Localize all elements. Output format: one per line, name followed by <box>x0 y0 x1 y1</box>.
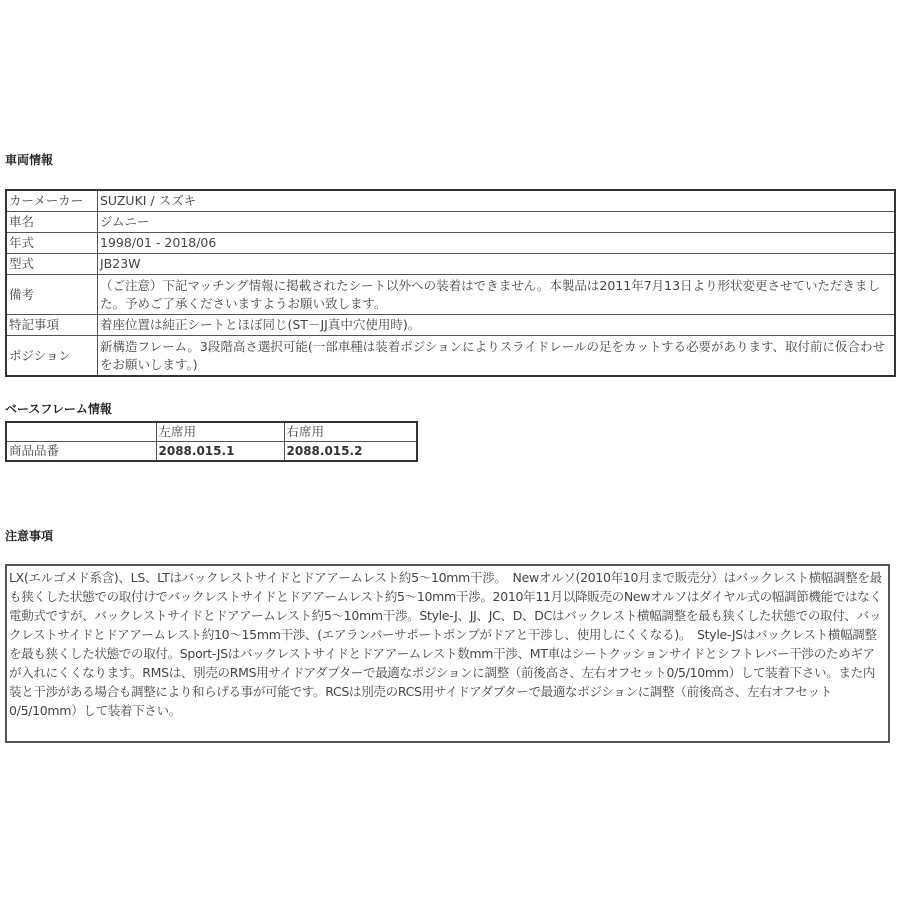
remarks-label: 備考 <box>6 275 98 315</box>
vehicle-info-heading: 車両情報 <box>5 153 54 167</box>
table-header-row <box>6 422 417 442</box>
year-value: 1998/01 - 2018/06 <box>98 233 896 254</box>
model-code-label: 型式 <box>6 254 98 275</box>
table-row <box>6 190 895 212</box>
car-name-label: 車名 <box>6 212 98 233</box>
notes-heading: 注意事項 <box>5 529 54 543</box>
model-code-value: JB23W <box>98 254 896 275</box>
table-row <box>6 254 895 275</box>
base-frame-heading: ベースフレーム情報 <box>5 402 112 416</box>
special-notes-label: 特記事項 <box>6 315 98 336</box>
car-name-value: ジムニー <box>98 212 896 233</box>
special-notes-value: 着座位置は純正シートとほぼ同じ(ST－JJ真中穴使用時)。 <box>98 315 896 336</box>
left-seat-header: 左席用 <box>156 422 284 442</box>
part-number-label: 商品品番 <box>6 442 156 462</box>
vehicle-info-table <box>5 189 896 377</box>
table-row <box>6 275 895 315</box>
table-row <box>6 315 895 336</box>
right-seat-header: 右席用 <box>284 422 417 442</box>
car-maker-label: カーメーカー <box>6 190 98 212</box>
right-part-number: 2088.015.2 <box>284 442 417 462</box>
table-row <box>6 212 895 233</box>
header-empty-cell <box>6 422 156 442</box>
car-maker-value: SUZUKI / スズキ <box>98 190 896 212</box>
position-label: ポジション <box>6 336 98 377</box>
remarks-value: （ご注意）下記マッチング情報に掲載されたシート以外への装着はできません。本製品は2011年7月13日より形状変更させていただきました。予めご了承くださいますようお願い致します。 <box>98 275 896 315</box>
notes-text: LX(エルゴメド系含)、LS、LTはバックレストサイドとドアアームレスト約5～10mm干渉。 Newオルソ(2010年10月まで販売分）はバックレスト横幅調整を最も狭くした状態での取付けでバックレストサイドとドアアームレスト約5～10mm干渉。2010年11月以降販売のNewオルソはダイヤル式の幅調節機能ではなく電動式ですが、バックレストサイドとドアアームレスト約5～10mm干渉。Style-J、JJ、JC、D、DCはバックレスト横幅調整を最も狭くした状態での取付、バックレストサイドとドアアームレスト約10～15mm干渉、(エアランバーサポートポンプがドアと干渉し、使用しにくくなる)。 Style-JSはバックレスト横幅調整を最も狭くした状態での取付。Sport-JSはバックレストサイドとドアアームレスト数mm干渉、MT車はシートクッションサイドとシフトレバー干渉のためギアが入れにくくなります。RMSは、別売のRMS用サイドアダプターで最適なポジションに調整（前後高さ、左右オフセット0/5/10mm）して装着下さい。また内装と干渉がある場合も調整により和らげる事が可能です。RCSは別売のRCS用サイドアダプターで最適なポジションに調整（前後高さ、左右オフセット0/5/10mm）して装着下さい。 <box>9 570 882 718</box>
table-row <box>6 442 417 462</box>
left-part-number: 2088.015.1 <box>156 442 284 462</box>
base-frame-table <box>5 421 418 462</box>
table-row <box>6 233 895 254</box>
year-label: 年式 <box>6 233 98 254</box>
notes-box <box>5 564 890 743</box>
table-row <box>6 336 895 377</box>
position-value: 新構造フレーム。3段階高さ選択可能(一部車種は装着ポジションによりスライドレールの足をカットする必要があります、取付前に仮合わせをお願いします。) <box>98 336 896 377</box>
